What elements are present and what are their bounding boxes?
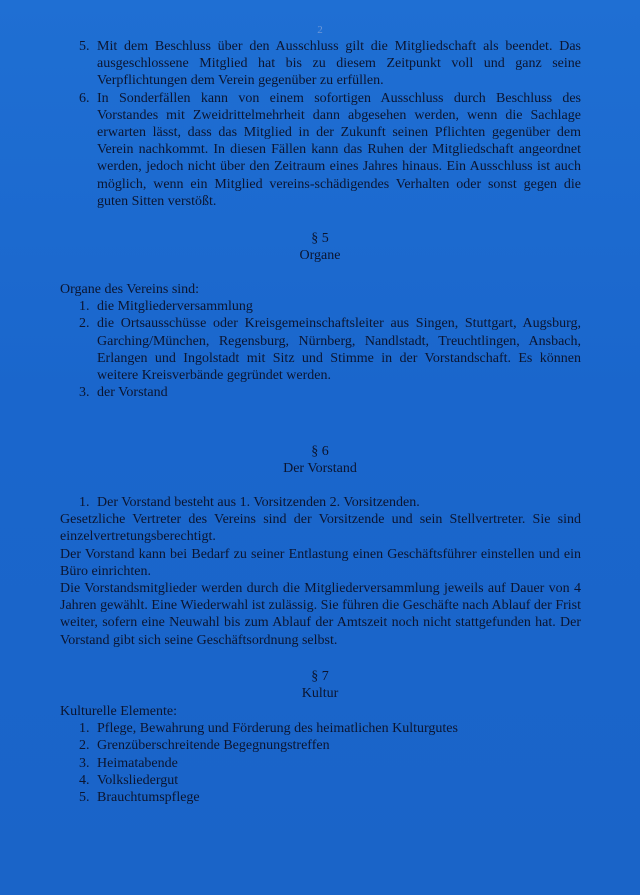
list-item-text: Grenzüberschreitende Begegnungstreffen [97,738,330,754]
list-item-text: Volksliedergut [97,772,179,788]
list-item-number: 3. [79,755,90,771]
list-item [60,720,581,737]
section-6-paragraph-sign: § 6 [311,444,329,459]
list-item-number: 5. [79,39,90,54]
section-5-title: Organe [299,248,341,263]
list-item-number: 5. [79,790,90,806]
organs-list [60,298,581,401]
section-6-body [60,494,581,649]
list-item-text: die Mitgliederversammlung [97,299,253,315]
section-7-paragraph-sign: § 7 [311,669,329,684]
list-item-number: 4. [79,772,90,788]
list-item-number: 1. [79,721,90,737]
list-item [60,315,581,384]
board-list [60,494,581,511]
list-item-text: Mit dem Beschluss über den Ausschluss gilt die Mitgliedschaft als beendet. Das ausgeschlossene Mitglied hat bis zu diesem Zeitpunkt voll und ganz seine Verpflichtungen dem Verein gegenüber zu erfüllen. [97,39,581,89]
list-item-number: 3. [79,385,90,401]
list-item [60,90,581,210]
section-5-intro: Organe des Vereins sind: [60,282,200,297]
list-item [60,737,581,754]
list-item-number: 6. [79,90,90,106]
exclusion-list [60,38,581,210]
section-6-paragraph-manager: Der Vorstand kann bei Bedarf zu seiner Entlastung einen Geschäftsführer einstellen und ein Büro einrichten. [60,546,581,579]
list-item-number: 2. [79,316,90,332]
list-item [60,755,581,772]
list-item-text: die Ortsausschüsse oder Kreisgemeinschaftsleiter aus Singen, Stuttgart, Augsburg, Garching/München, Regensburg, Nürnberg, Nandlstadt, Treuchtlingen, Ansbach, Erlangen und Ingolstadt mit Sitz und Stimme in der Vorstandschaft. Es können weitere Kreisverbände gegründet werden. [97,316,581,384]
section-7-title: Kultur [301,686,339,701]
section-7-intro: Kulturelle Elemente: [60,704,178,719]
list-item-number: 1. [79,495,90,510]
list-item [60,38,581,90]
list-item [60,772,581,789]
list-item-text: Der Vorstand besteht aus 1. Vorsitzenden 2. Vorsitzenden. [97,495,420,510]
list-item [60,494,581,511]
list-item-text: Brauchtumspflege [97,790,200,806]
list-item-text: Pflege, Bewahrung und Förderung des heimatlichen Kulturgutes [97,721,458,737]
list-item [60,298,581,315]
section-6-title: Der Vorstand [283,461,357,476]
section-6-paragraph-representatives: Gesetzliche Vertreter des Vereins sind der Vorsitzende und sein Stellvertreter. Sie sind einzelvertretungsberechtigt. [60,512,581,545]
section-7-body [60,703,581,806]
list-item-text: Heimatabende [97,755,178,771]
list-item-text: In Sonderfällen kann von einem sofortigen Ausschluss durch Beschluss des Vorstandes mit Zweidrittelmehrheit dann abgesehen werden, wenn die Sachlage erwarten lässt, dass das Mitglied in der Zukunft seinen Pflichten gegenüber dem Verein nachkommt. In diesen Fällen kann das Ruhen der Mitgliedschaft angeordnet werden, jedoch nicht über den Zeitraum eines Jahres hinaus. Ein Ausschluss ist auch möglich, wenn ein Mitglied vereins-schädigendes Verhalten oder sonst gegen die guten Sitten verstößt. [97,90,581,209]
section-5-body [60,281,581,401]
list-item-number: 1. [79,299,90,315]
section-5-paragraph-sign: § 5 [311,231,329,246]
list-item-number: 2. [79,738,90,754]
culture-list [60,720,581,806]
list-item [60,384,581,401]
list-item [60,789,581,806]
list-item-text: der Vorstand [97,385,168,401]
section-6-paragraph-election: Die Vorstandsmitglieder werden durch die Mitgliederversammlung jeweils auf Dauer von 4 Jahren gewählt. Eine Wiederwahl ist zulässig. Sie führen die Geschäfte nach Ablauf der Frist weiter, sofern eine Neuwahl bis zum Ablauf der Amtszeit noch nicht stattgefunden hat. Der Vorstand gibt sich seine Geschäftsordnung selbst. [60,581,581,648]
page-number: 2 [317,24,323,36]
